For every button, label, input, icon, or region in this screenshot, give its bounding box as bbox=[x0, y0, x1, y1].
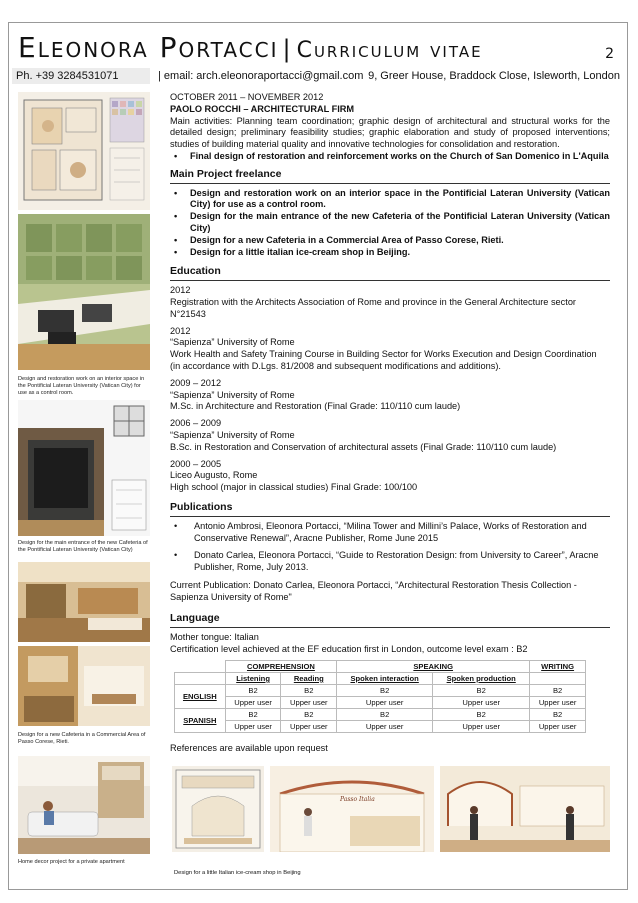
name-header bbox=[10, 24, 626, 68]
cafeteria-render-1 bbox=[18, 562, 150, 642]
current-publication: Current Publication: Donato Carlea, Eleonora Portacci, “Architectural Restoration Thesis Collection - Sapienza University of Rome" bbox=[170, 579, 577, 602]
table-cell: Upper user bbox=[225, 720, 281, 732]
icecream-plan-image bbox=[172, 766, 264, 852]
section-heading-freelance: Main Project freelance bbox=[170, 169, 610, 184]
experience-activities: Main activities: Planning team coordination; graphic design of architectural and structural works for the detailed design; preliminary feasibility studies; graphic elaboration and study of proposed interventions; studies of building material quality and innovative technologies for consolidation and restoration. bbox=[170, 115, 610, 150]
publication-item: • Antonio Ambrosi, Eleonora Portacci, “Milina Tower and Millini’s Palace, Works of Restoration and Conservative Renewal”, Aracne Publisher, Rome June 2015 bbox=[170, 521, 610, 545]
table-cell: Upper user bbox=[281, 720, 337, 732]
table-row bbox=[175, 696, 586, 708]
education-line: B.Sc. in Restoration and Conservation of architectural assets (Final Grade: 110/110 cum laude) bbox=[170, 441, 557, 452]
table-row bbox=[175, 672, 586, 684]
publication-item: • Donato Carlea, Eleonora Portacci, “Guide to Restoration Design: from University to Career”, Aracne Publisher, Rome, July 2013. bbox=[170, 550, 610, 574]
education-line: “Sapienza” University of Rome bbox=[170, 429, 295, 440]
education-entry bbox=[170, 285, 610, 320]
education-line: “Sapienza” University of Rome bbox=[170, 337, 295, 348]
table-cell: Upper user bbox=[530, 696, 586, 708]
table-cell: Upper user bbox=[530, 720, 586, 732]
doc-title: Curriculum vitae bbox=[296, 38, 483, 63]
table-cell: Upper user bbox=[281, 696, 337, 708]
education-year: 2006 – 2009 bbox=[170, 418, 222, 429]
table-cell: B2 bbox=[281, 708, 337, 720]
table-cell: Upper user bbox=[225, 696, 281, 708]
first-name: Eleonora bbox=[18, 31, 149, 64]
caption-cafeteria-entrance: Design for the main entrance of the new Cafeteria of the Pontificial Lateran University (Vatican City) bbox=[18, 540, 148, 553]
experience-highlight: • Final design of restoration and reinforcement works on the Church of San Domenico in L'Aquila bbox=[170, 151, 610, 163]
table-cell: B2 bbox=[281, 684, 337, 696]
email[interactable]: | email: arch.eleonoraportacci@gmail.com bbox=[158, 70, 364, 82]
mother-tongue: Mother tongue: Italian bbox=[170, 632, 259, 643]
education-year: 2009 – 2012 bbox=[170, 377, 222, 388]
table-cell: B2 bbox=[433, 684, 530, 696]
section-heading-publications: Publications bbox=[170, 502, 610, 517]
table-row bbox=[175, 720, 586, 732]
title-separator: | bbox=[282, 35, 293, 63]
table-cell: Upper user bbox=[337, 696, 433, 708]
cafeteria-entrance-image bbox=[18, 400, 150, 536]
table-cell: Upper user bbox=[433, 720, 530, 732]
language-name: SPANISH bbox=[175, 708, 226, 732]
section-heading-education: Education bbox=[170, 266, 610, 281]
phone: Ph. +39 3284531071 bbox=[12, 68, 150, 84]
table-subheader: Reading bbox=[281, 672, 337, 684]
freelance-item: • Design and restoration work on an interior space in the Pontificial Lateran University (Vatican City) for use as a control room. bbox=[170, 188, 610, 212]
table-cell: B2 bbox=[225, 708, 281, 720]
control-room-photo bbox=[18, 214, 150, 370]
section-heading-language: Language bbox=[170, 613, 610, 628]
cafeteria-render-2 bbox=[18, 646, 150, 726]
shop-sign: Passo Italia bbox=[340, 796, 375, 803]
table-group-header: WRITING bbox=[530, 660, 586, 672]
freelance-item: • Design for the main entrance of the new Cafeteria of the Pontificial Lateran University (Vatican City) bbox=[170, 211, 610, 235]
education-entry bbox=[170, 378, 610, 413]
floor-plan-image bbox=[18, 92, 150, 210]
address: 9, Greer House, Braddock Close, Isleworth, London bbox=[368, 70, 620, 82]
table-cell: B2 bbox=[530, 684, 586, 696]
table-cell: B2 bbox=[225, 684, 281, 696]
table-cell: Upper user bbox=[337, 720, 433, 732]
education-year: 2012 bbox=[170, 325, 191, 336]
education-line: Liceo Augusto, Rome bbox=[170, 470, 258, 481]
education-year: 2012 bbox=[170, 285, 191, 296]
table-cell: Upper user bbox=[433, 696, 530, 708]
references-note: References are available upon request bbox=[170, 742, 328, 753]
experience-firm: PAOLO ROCCHI – ARCHITECTURAL FIRM bbox=[170, 103, 355, 114]
table-subheader: Spoken interaction bbox=[337, 672, 433, 684]
table-subheader: Listening bbox=[225, 672, 281, 684]
table-row bbox=[175, 684, 586, 696]
table-cell: B2 bbox=[337, 684, 433, 696]
education-line: (in accordance with D.Lgs. 81/2008 and subsequent modifications and additions). bbox=[170, 360, 501, 371]
education-entry bbox=[170, 459, 610, 494]
table-cell: B2 bbox=[433, 708, 530, 720]
education-line: “Sapienza” University of Rome bbox=[170, 389, 295, 400]
caption-control-room: Design and restoration work on an interior space in the Pontificial Lateran University (Vatican City) for use as a control room. bbox=[18, 376, 145, 396]
icecream-elevation-2 bbox=[440, 766, 610, 852]
table-cell: B2 bbox=[530, 708, 586, 720]
table-group-header: COMPREHENSION bbox=[225, 660, 336, 672]
freelance-item: • Design for a little italian ice-cream shop in Beijing. bbox=[170, 247, 610, 259]
experience-period: OCTOBER 2011 – NOVEMBER 2012 bbox=[170, 92, 324, 102]
education-line: Work Health and Safety Training Course in Building Sector for Works Execution and Design Coordination bbox=[170, 349, 597, 360]
page-title bbox=[18, 31, 483, 65]
table-row bbox=[175, 708, 586, 720]
caption-cafeteria-passo: Design for a new Cafeteria in a Commercial Area of Passo Corese, Rieti. bbox=[18, 732, 146, 745]
education-line: M.Sc. in Architecture and Restoration (Final Grade: 110/110 cum laude) bbox=[170, 401, 461, 412]
caption-icecream: Design for a little Italian ice-cream shop in Beijing bbox=[174, 870, 301, 876]
language-certification: Certification level achieved at the EF education first in London, outcome level exam : B2 bbox=[170, 644, 528, 655]
education-entry bbox=[170, 418, 610, 453]
caption-home-decor: Home decor project for a private apartment bbox=[18, 859, 125, 865]
education-entry bbox=[170, 326, 610, 373]
education-year: 2000 – 2005 bbox=[170, 458, 222, 469]
language-name: ENGLISH bbox=[175, 684, 226, 708]
table-cell: B2 bbox=[337, 708, 433, 720]
table-subheader: Spoken production bbox=[433, 672, 530, 684]
home-decor-render bbox=[18, 756, 150, 854]
freelance-item: • Design for a new Cafeteria in a Commercial Area of Passo Corese, Rieti. bbox=[170, 235, 610, 247]
table-row bbox=[175, 660, 586, 672]
table-group-header: SPEAKING bbox=[337, 660, 530, 672]
page-number: 2 bbox=[605, 46, 614, 62]
last-name: Portacci bbox=[159, 31, 279, 64]
language-table bbox=[174, 660, 586, 733]
education-line: High school (major in classical studies) Final Grade: 100/100 bbox=[170, 482, 418, 493]
main-content bbox=[170, 92, 610, 755]
icecream-elevation-1 bbox=[270, 766, 434, 852]
education-line: Registration with the Architects Association of Rome and province in the General Architecture sector N°21543 bbox=[170, 296, 576, 319]
